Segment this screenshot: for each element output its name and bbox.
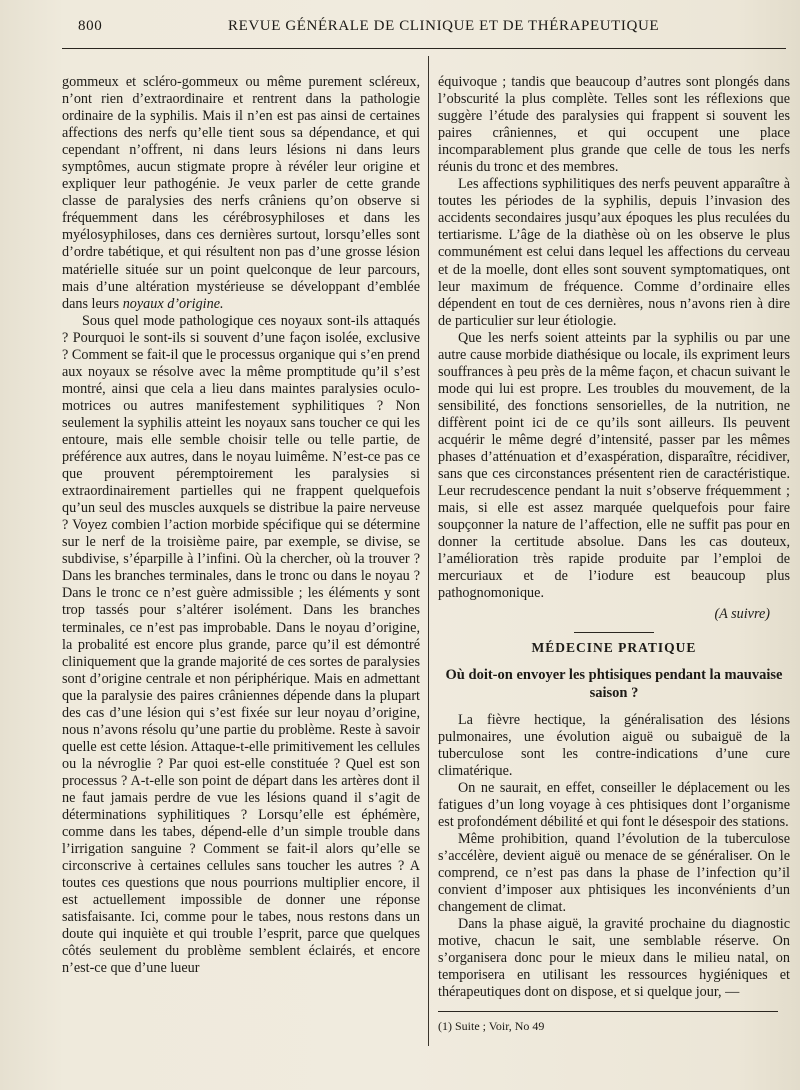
running-title: REVUE GÉNÉRALE DE CLINIQUE ET DE THÉRAPEUTIQUE	[228, 18, 660, 34]
paragraph	[62, 74, 420, 313]
article-title: Où doit-on envoyer les phtisiques pendant la mauvaise saison ?	[445, 666, 783, 701]
page-number: 800	[78, 18, 103, 34]
footnote-rule	[438, 1011, 778, 1012]
page-header	[78, 18, 782, 40]
paragraph: Dans la phase aiguë, la gravité prochaine du diagnostic motive, chacun le sait, une semblable réserve. On s’organisera donc pour le mieux dans le milieu natal, on temporisera en utilisant les ressources hygiéniques et thérapeutiques dont on dispose, et si quelque jour, —	[438, 916, 790, 1001]
paragraph: Les affections syphilitiques des nerfs peuvent apparaître à toutes les périodes de la syphilis, depuis l’invasion des accidents secondaires jusqu’aux époques les plus reculées du tertiarisme. L’âge de la diathèse où on les observe le plus communément est celui dans lequel les affections du cerveau et de la moelle, dont elles sont souvent symptomatiques, ont leur maximum de fréquence. Comme d’ordinaire elles dépendent en tout de ces dernières, nous n’avons rien à dire de particulier sur leur étiologie.	[438, 176, 790, 329]
paragraph: équivoque ; tandis que beaucoup d’autres sont plongés dans l’obscurité la plus complète. Telles sont les réflexions que suggère l’étude des paralysies qui frappent si souvent les paires crâniennes, et qui occupent une place incomparablement plus grande que celle de tous les nerfs réunis du tronc et des membres.	[438, 74, 790, 176]
right-column	[438, 74, 790, 1035]
paragraph: Sous quel mode pathologique ces noyaux sont-ils attaqués ? Pourquoi le sont-ils si souvent d’une façon isolée, exclusive ? Comment se fait-il que le processus organique qui s’en prend aux noyaux se résolve avec la même promptitude qu’il s’est montré, ainsi que cela a lieu dans maintes paralysies oculo-motrices ou autres manifestement syphilitiques ? Non seulement la syphilis atteint les noyaux sans toucher ce qui les entoure, mais elle semble choisir telle ou telle partie, de préférence aux autres, dans le noyau luimême. N’est-ce pas ce que prouvent péremptoirement les paralysies si extraordinairement partielles qui ne frappent quelquefois qu’un seul des muscles auxquels se distribue la paire nerveuse ? Voyez combien l’action morbide spécifique qui se détermine sur le nerf de la troisième paire, par exemple, se divise, se subdivise, s’éparpille à l’infini. Où la chercher, où la trouver ? Dans les branches terminales, dans le tronc ou dans le noyau ? Dans le tronc ce n’est guère admissible ; les éléments y sont trop tassés pour s’altérer isolément. Dans les branches terminales, ce n’est pas improbable. Dans le noyau d’origine, la probalité est encore plus grande, parce qu’il est démontré cliniquement que la grande majorité de ces sortes de paralysies sont d’origine centrale et non périphérique. Mais en admettant que la paralysie des paires crâniennes dépende dans la plupart des cas d’une lésion qui s’est fixée sur leur noyau d’origine, nous n’avons résolu qu’une partie du problème. Reste à savoir quelle est cette lésion. Attaque-t-elle primitivement les cellules ou la névroglie ? Par quoi est-elle constituée ? Quel est son processus ? A-t-elle son point de départ dans les artères dont il ne faut jamais perdre de vue les lésions quand il s’agit de déterminations syphilitiques ? Lorsqu’elle est éphémère, comme dans les tabes, dépend-elle d’un simple trouble dans l’irrigation sanguine ? Comment se fait-il alors qu’elle se circonscrive à certaines cellules sans toucher les autres ? A toutes ces questions que nous pourrions multiplier encore, il est actuellement impossible de donner une réponse satisfaisante. Ici, comme pour le tabes, nous restons dans un doute qui inquiète et qui trouble l’esprit, parce que quelques côtés seulement du problème semblent éclairés, et encore n’est-ce que d’une lueur	[62, 312, 420, 977]
italic-term: noyaux d’origine.	[122, 295, 224, 312]
left-column	[62, 74, 420, 977]
paragraph: Que les nerfs soient atteints par la syphilis ou par une autre cause morbide diathésique ou locale, ils expriment leurs souffrances à peu près de la même façon, et chacun suivant le mode qui lui est propre. Les troubles du mouvement, de la sensibilité, des fonctions sensorielles, de la nutrition, ne diffèrent point ici de ce qu’ils sont ailleurs. Ils peuvent acquérir le même degré d’intensité, passer par les mêmes phases d’atténuation et d’exaspération, disparaître, récidiver, sans que ces circonstances présentent rien de caractéristique. Leur recrudescence pendant la nuit s’observe fréquemment ; mais, si elle est assez marquée quelquefois pour faire soupçonner la nature de l’affection, elle ne suffit pas pour en donner la certitude absolue. Dans les cas douteux, l’amélioration très rapide produite par l’emploi de mercuriaux et de l’iodure est beaucoup plus pathognomonique.	[438, 329, 790, 602]
paragraph: On ne saurait, en effet, conseiller le déplacement ou les fatigues d’un long voyage à ces phtisiques dont l’organisme est profondément débilité et qui font le désespoir des stations.	[438, 779, 790, 830]
footnote: (1) Suite ; Voir, No 49	[438, 1019, 545, 1034]
column-divider	[428, 56, 429, 1046]
paragraph-text: gommeux et scléro-gommeux ou même purement scléreux, n’ont rien d’extraordinaire et rentrent dans la pathologie ordinaire de la syphilis. Mais il n’en est pas ainsi de certaines affections des nerfs qu’elle tient sous sa dépendance, et qui cependant n’offrent, ni dans leurs lésions ni dans leurs symptômes, aucun stigmate propre à révéler leur origine et expliquer leur pathogénie. Je veux parler de cette grande classe de paralysies des nerfs crâniens qu’on observe si fréquemment dans les cérébrosyphiloses et dans les myélosyphiloses, dans ces dernières surtout, lorsqu’elles sont d’ordre tabétique, et qui résultent non pas d’une grosse lésion matérielle située sur un point quelconque de leur parcours, mais d’une altération mystérieuse se développant d’emblée dans leurs	[62, 74, 420, 312]
paragraph: La fièvre hectique, la généralisation des lésions pulmonaires, une évolution aiguë ou subaiguë de la tuberculose sont les contre-indications d’une cure climatérique.	[438, 711, 790, 779]
to-be-continued: (A suivre)	[714, 606, 770, 623]
paragraph: Même prohibition, quand l’évolution de la tuberculose s’accélère, devient aiguë ou menace de se généraliser. On le comprend, ce n’est pas dans la phase de l’infection qu’il convient d’imposer aux phtisiques les inconvénients d’un changement de climat.	[438, 830, 790, 916]
header-rule	[62, 48, 786, 49]
section-title: MÉDECINE PRATIQUE	[531, 639, 697, 655]
section-rule	[574, 632, 654, 633]
